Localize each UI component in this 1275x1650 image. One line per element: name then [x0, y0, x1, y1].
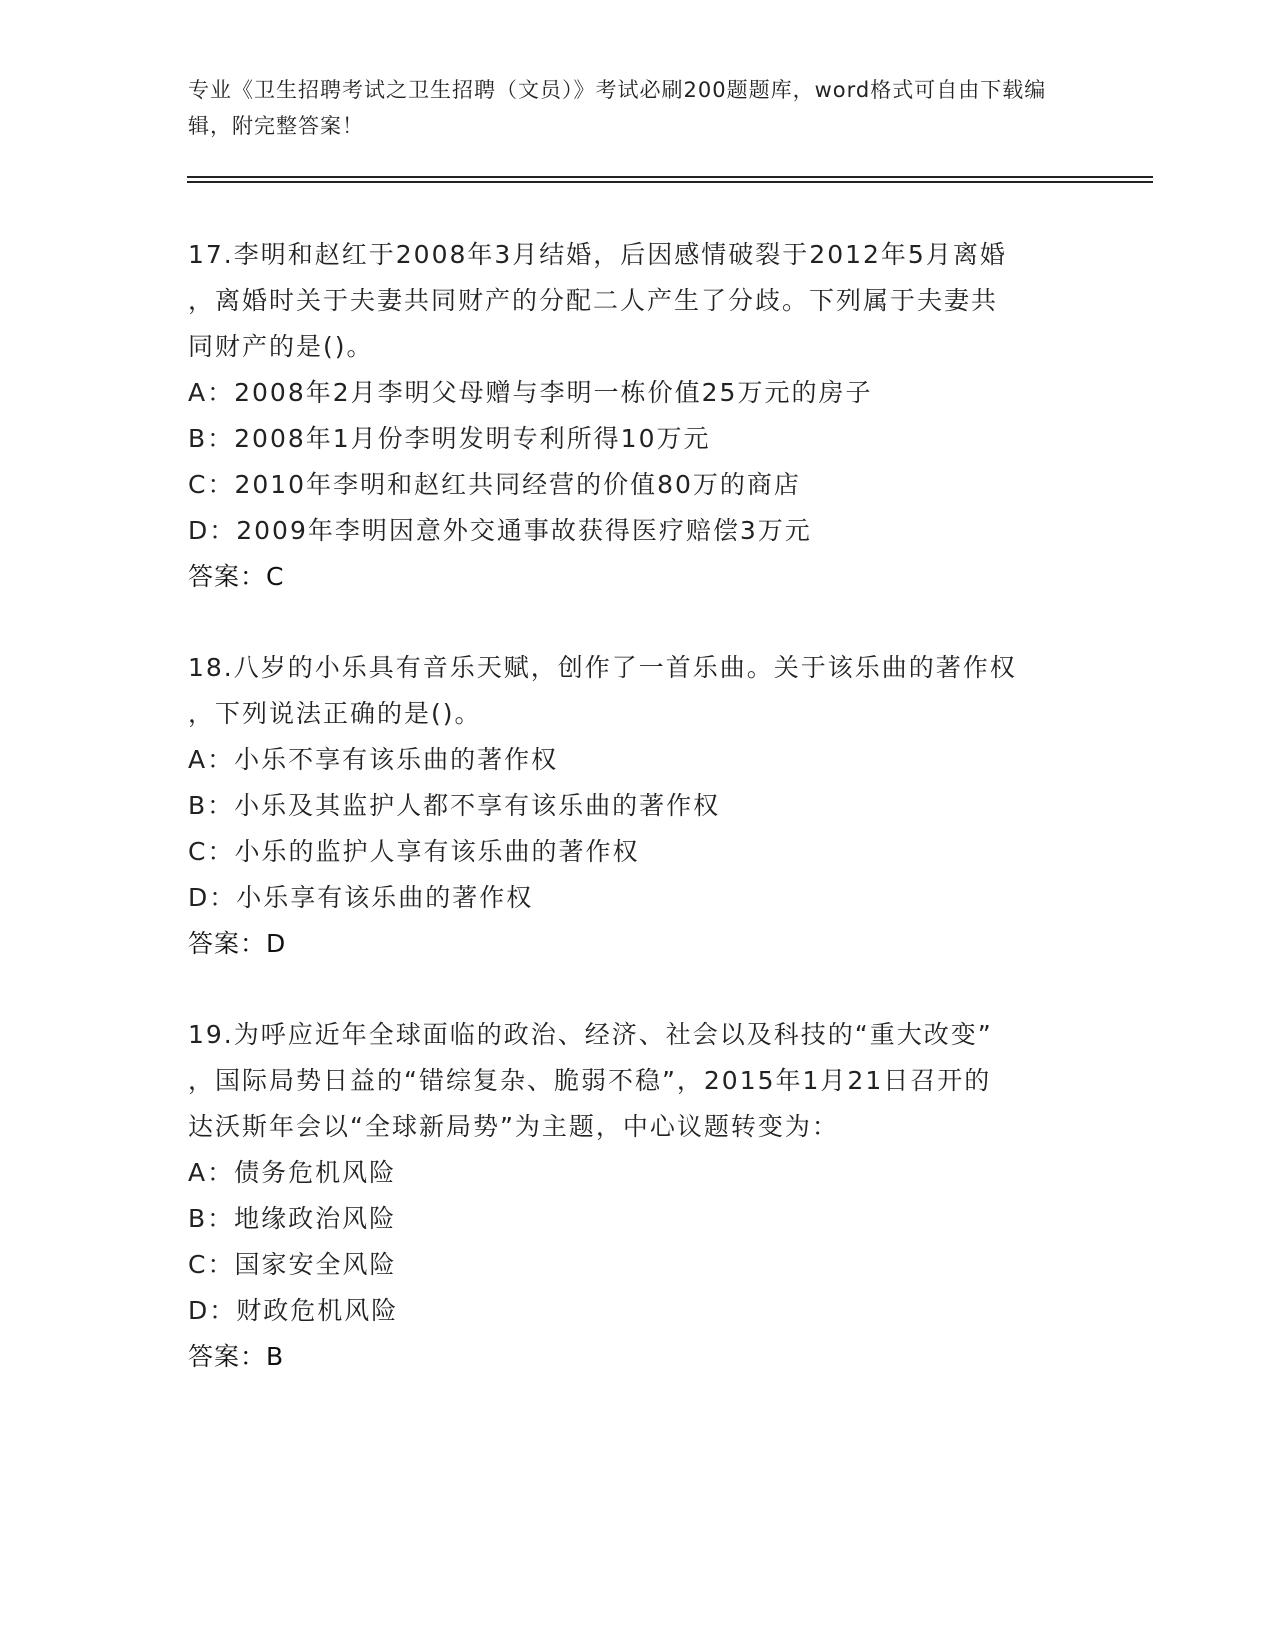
answer: 答案：D — [188, 929, 287, 958]
header-divider-bottom — [187, 181, 1153, 183]
option-d: D：2009年李明因意外交通事故获得医疗赔偿3万元 — [188, 516, 812, 545]
option-b: B：2008年1月份李明发明专利所得10万元 — [188, 424, 711, 453]
option-c: C：小乐的监护人享有该乐曲的著作权 — [188, 837, 640, 866]
answer: 答案：C — [188, 562, 285, 591]
option-b: B：小乐及其监护人都不享有该乐曲的著作权 — [188, 791, 721, 820]
question-19 — [188, 1012, 1088, 1380]
option-a: A：小乐不享有该乐曲的著作权 — [188, 745, 559, 774]
option-a: A：债务危机风险 — [188, 1158, 397, 1187]
question-17 — [188, 232, 1088, 600]
answer: 答案：B — [188, 1342, 285, 1371]
question-18 — [188, 645, 1088, 967]
option-a: A：2008年2月李明父母赠与李明一栋价值25万元的房子 — [188, 378, 873, 407]
question-stem: 18.八岁的小乐具有音乐天赋，创作了一首乐曲。关于该乐曲的著作权 ，下列说法正确的是()。 — [188, 653, 1017, 728]
question-stem: 19.为呼应近年全球面临的政治、经济、社会以及科技的“重大改变” ，国际局势日益的“错综复杂、脆弱不稳”，2015年1月21日召开的 达沃斯年会以“全球新局势”为主题，中心议题转变为： — [188, 1020, 993, 1141]
header-divider-top — [187, 176, 1153, 178]
option-d: D：小乐享有该乐曲的著作权 — [188, 883, 534, 912]
option-d: D：财政危机风险 — [188, 1296, 399, 1325]
option-c: C：国家安全风险 — [188, 1250, 397, 1279]
option-c: C：2010年李明和赵红共同经营的价值80万的商店 — [188, 470, 801, 499]
document-header: 专业《卫生招聘考试之卫生招聘（文员）》考试必刷200题题库，word格式可自由下载编辑，附完整答案！ — [188, 78, 1047, 138]
question-stem: 17.李明和赵红于2008年3月结婚，后因感情破裂于2012年5月离婚 ，离婚时关于夫妻共同财产的分配二人产生了分歧。下列属于夫妻共 同财产的是()。 — [188, 240, 1007, 361]
option-b: B：地缘政治风险 — [188, 1204, 397, 1233]
